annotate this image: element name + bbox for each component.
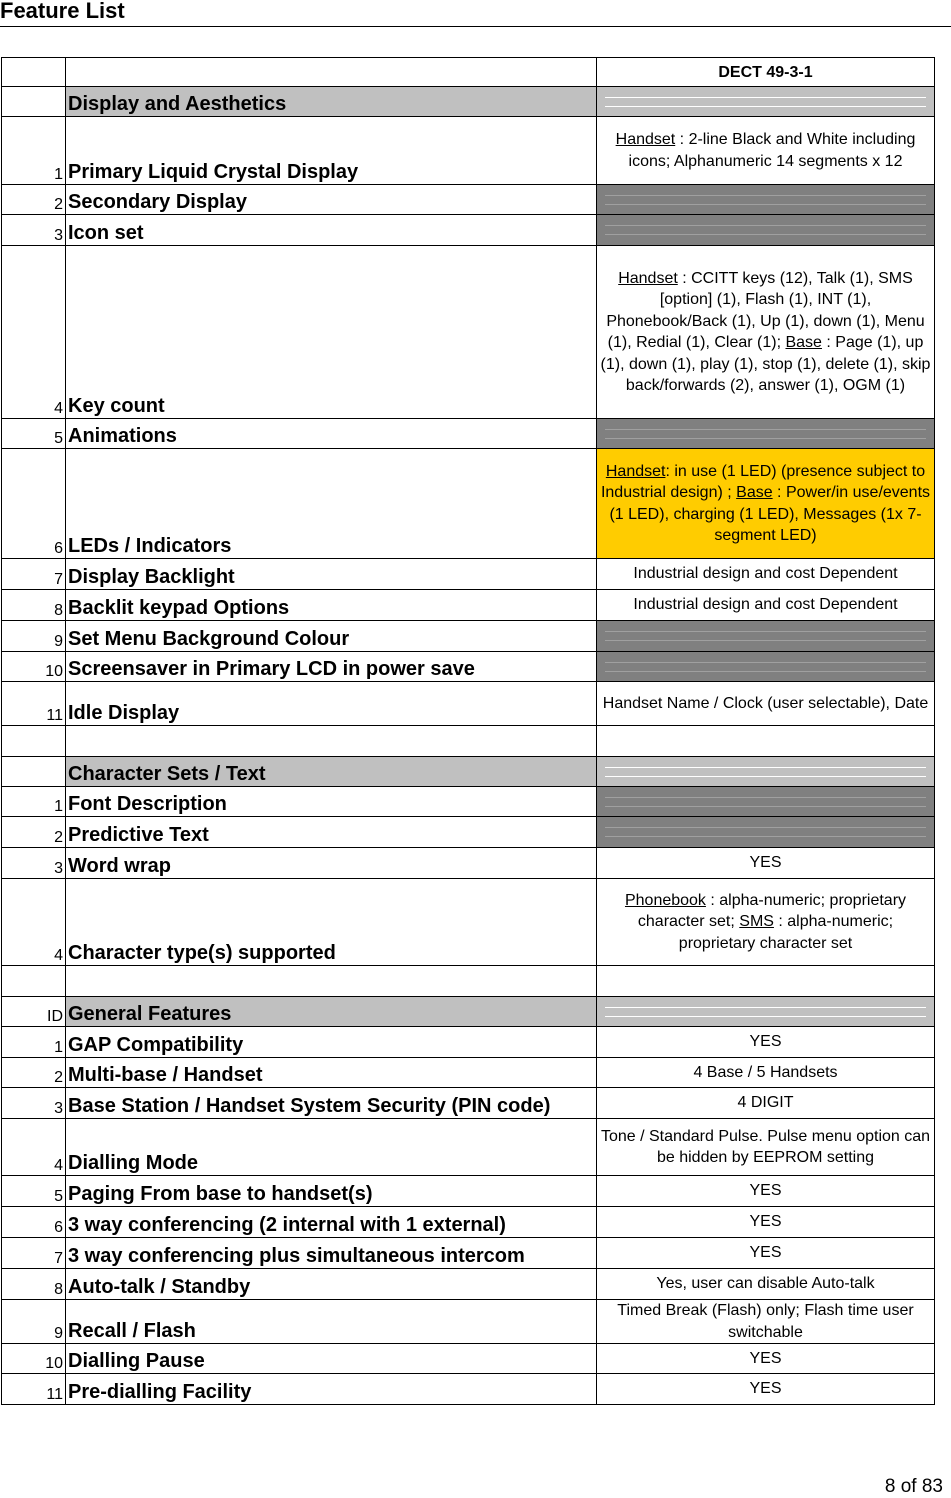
feature-name: 3 way conferencing (2 internal with 1 external) (66, 1207, 597, 1238)
section-value-cell (597, 757, 935, 787)
row-number: 9 (2, 1300, 66, 1344)
table-row (2, 817, 935, 848)
row-number: 7 (2, 559, 66, 590)
value-text: YES (749, 1033, 782, 1051)
feature-value (597, 652, 935, 682)
row-number: 5 (2, 419, 66, 449)
value-label-underlined: SMS (739, 913, 774, 931)
feature-name: Word wrap (66, 848, 597, 879)
feature-value (597, 419, 935, 449)
table-row (2, 419, 935, 449)
section-value-inset (605, 767, 926, 777)
table-row (2, 1207, 935, 1238)
row-number: 10 (2, 1344, 66, 1374)
value-text: : alpha-numeric; proprietary character set (678, 913, 894, 952)
value-text: 4 Base / 5 Handsets (693, 1063, 838, 1081)
table-row (2, 559, 935, 590)
value-inset (605, 631, 926, 641)
table-row (2, 185, 935, 215)
blank-cell (66, 726, 597, 757)
value-label-underlined: Handset (618, 269, 678, 287)
table-row (2, 1300, 935, 1344)
table-row (2, 1058, 935, 1088)
feature-name: Key count (66, 246, 597, 419)
feature-name: Base Station / Handset System Security (PIN code) (66, 1088, 597, 1119)
feature-value (597, 449, 935, 559)
feature-value (597, 246, 935, 419)
feature-value (597, 621, 935, 652)
section-id-label (2, 757, 66, 787)
table-row (2, 879, 935, 966)
row-number: 11 (2, 682, 66, 726)
feature-value (597, 787, 935, 817)
feature-value (597, 879, 935, 966)
row-number: 8 (2, 590, 66, 621)
feature-value (597, 1027, 935, 1058)
table-row (2, 590, 935, 621)
feature-name: Recall / Flash (66, 1300, 597, 1344)
section-heading: Character Sets / Text (66, 757, 597, 787)
feature-name: Dialling Pause (66, 1344, 597, 1374)
table-row (2, 621, 935, 652)
feature-name: Animations (66, 419, 597, 449)
feature-name: Pre-dialling Facility (66, 1374, 597, 1405)
row-number: 2 (2, 817, 66, 848)
row-number: 3 (2, 848, 66, 879)
row-number: 11 (2, 1374, 66, 1405)
value-text: : Page (1), up (1), down (1), play (1), stop (1), delete (1), skip back/forwards (2), answer (1), OGM (1) (600, 334, 931, 394)
feature-name: Primary Liquid Crystal Display (66, 117, 597, 185)
feature-value (597, 1119, 935, 1176)
row-number: 2 (2, 185, 66, 215)
value-label-underlined: Base (736, 484, 773, 501)
value-text: : alpha-numeric; proprietary character set; (637, 891, 907, 931)
feature-name: Icon set (66, 215, 597, 246)
table-row (2, 682, 935, 726)
value-text: YES (749, 854, 782, 872)
blank-cell (2, 726, 66, 757)
feature-value (597, 817, 935, 848)
feature-value (597, 185, 935, 215)
value-inset (605, 662, 926, 672)
value-text: YES (749, 1244, 782, 1262)
row-number: 4 (2, 246, 66, 419)
table-row (2, 117, 935, 185)
feature-value (597, 1176, 935, 1207)
row-number: 2 (2, 1058, 66, 1088)
value-label-underlined: Base (785, 334, 822, 351)
feature-value (597, 559, 935, 590)
value-inset (605, 797, 926, 807)
row-number: 4 (2, 1119, 66, 1176)
value-inset (605, 225, 926, 235)
value-inset (605, 827, 926, 837)
row-number: 1 (2, 1027, 66, 1058)
row-number: 6 (2, 1207, 66, 1238)
section-value-inset (605, 97, 926, 107)
feature-value (597, 117, 935, 185)
table-row (2, 1344, 935, 1374)
value-text: YES (749, 1213, 782, 1231)
table-row (2, 787, 935, 817)
page-number: 8 of 83 (884, 1476, 943, 1497)
feature-value (597, 1300, 935, 1344)
value-text: : in use (1 LED) (presence subject to Industrial design) ; (600, 462, 926, 501)
feature-value (597, 590, 935, 621)
feature-value (597, 1207, 935, 1238)
table-row (2, 246, 935, 419)
table-row (2, 215, 935, 246)
value-text: Industrial design and cost Dependent (633, 596, 898, 614)
page-title: Feature List (0, 0, 951, 27)
feature-value (597, 1269, 935, 1300)
blank-row (2, 966, 935, 997)
feature-value (597, 682, 935, 726)
table-row (2, 1088, 935, 1119)
row-number: 8 (2, 1269, 66, 1300)
blank-cell (2, 966, 66, 997)
row-number: 9 (2, 621, 66, 652)
section-header-row (2, 757, 935, 787)
header-num-cell (2, 58, 66, 87)
value-text: : Power/in use/events (1 LED), charging (1 LED), Messages (1x 7-segment LED) (609, 484, 931, 544)
feature-name: GAP Compatibility (66, 1027, 597, 1058)
value-inset (605, 429, 926, 439)
value-inset (605, 195, 926, 205)
section-header-row (2, 997, 935, 1027)
table-row (2, 1119, 935, 1176)
feature-name: Set Menu Background Colour (66, 621, 597, 652)
value-text: : 2-line Black and White including icons; Alphanumeric 14 segments x 12 (628, 131, 916, 170)
section-heading: General Features (66, 997, 597, 1027)
value-text: Handset Name / Clock (user selectable), Date (602, 694, 929, 712)
feature-name: 3 way conferencing plus simultaneous intercom (66, 1238, 597, 1269)
blank-cell (66, 966, 597, 997)
table-row (2, 449, 935, 559)
value-text: YES (749, 1380, 782, 1398)
value-text: Yes, user can disable Auto-talk (656, 1275, 875, 1293)
table-row (2, 1027, 935, 1058)
section-value-cell (597, 997, 935, 1027)
row-number: 6 (2, 449, 66, 559)
section-id-label: ID (2, 997, 66, 1027)
feature-name: Auto-talk / Standby (66, 1269, 597, 1300)
value-text: Industrial design and cost Dependent (633, 565, 898, 583)
feature-name: Character type(s) supported (66, 879, 597, 966)
feature-name: Display Backlight (66, 559, 597, 590)
feature-name: Multi-base / Handset (66, 1058, 597, 1088)
feature-name: Secondary Display (66, 185, 597, 215)
value-label-underlined: Handset (605, 462, 666, 480)
table-row (2, 848, 935, 879)
blank-cell (597, 966, 935, 997)
feature-value (597, 848, 935, 879)
table-row (2, 1238, 935, 1269)
value-label-underlined: Handset (615, 131, 676, 148)
value-text: Timed Break (Flash) only; Flash time user switchable (617, 1302, 914, 1341)
value-label-underlined: Phonebook (624, 891, 706, 909)
header-feature-cell (66, 58, 597, 87)
feature-value (597, 1374, 935, 1405)
feature-value (597, 215, 935, 246)
value-text: Tone / Standard Pulse. Pulse menu option can be hidden by EEPROM setting (600, 1127, 931, 1166)
feature-value (597, 1088, 935, 1119)
section-id-label (2, 87, 66, 117)
value-text: YES (749, 1349, 782, 1367)
row-number: 3 (2, 1088, 66, 1119)
value-text: 4 DIGIT (737, 1094, 794, 1112)
row-number: 10 (2, 652, 66, 682)
feature-name: Screensaver in Primary LCD in power save (66, 652, 597, 682)
section-header-row (2, 87, 935, 117)
feature-value (597, 1058, 935, 1088)
feature-name: Paging From base to handset(s) (66, 1176, 597, 1207)
feature-table (1, 57, 935, 1405)
row-number: 4 (2, 879, 66, 966)
section-heading: Display and Aesthetics (66, 87, 597, 117)
feature-value (597, 1238, 935, 1269)
feature-name: Dialling Mode (66, 1119, 597, 1176)
table-row (2, 1269, 935, 1300)
feature-name: Font Description (66, 787, 597, 817)
feature-name: LEDs / Indicators (66, 449, 597, 559)
table-header-row (2, 58, 935, 87)
feature-name: Predictive Text (66, 817, 597, 848)
blank-row (2, 726, 935, 757)
table-row (2, 1176, 935, 1207)
row-number: 7 (2, 1238, 66, 1269)
table-row (2, 1374, 935, 1405)
row-number: 5 (2, 1176, 66, 1207)
value-text: YES (749, 1182, 782, 1200)
section-value-inset (605, 1007, 926, 1017)
row-number: 3 (2, 215, 66, 246)
blank-cell (597, 726, 935, 757)
feature-value (597, 1344, 935, 1374)
feature-name: Idle Display (66, 682, 597, 726)
table-row (2, 652, 935, 682)
section-value-cell (597, 87, 935, 117)
feature-name: Backlit keypad Options (66, 590, 597, 621)
value-text: : CCITT keys (12), Talk (1), SMS [option] (1), Flash (1), INT (1), Phonebook/Back (1), Up (1), down (1), Menu (1), Redial (1), Clear (1); (606, 269, 925, 351)
row-number: 1 (2, 787, 66, 817)
row-number: 1 (2, 117, 66, 185)
column-header: DECT 49-3-1 (597, 58, 935, 87)
